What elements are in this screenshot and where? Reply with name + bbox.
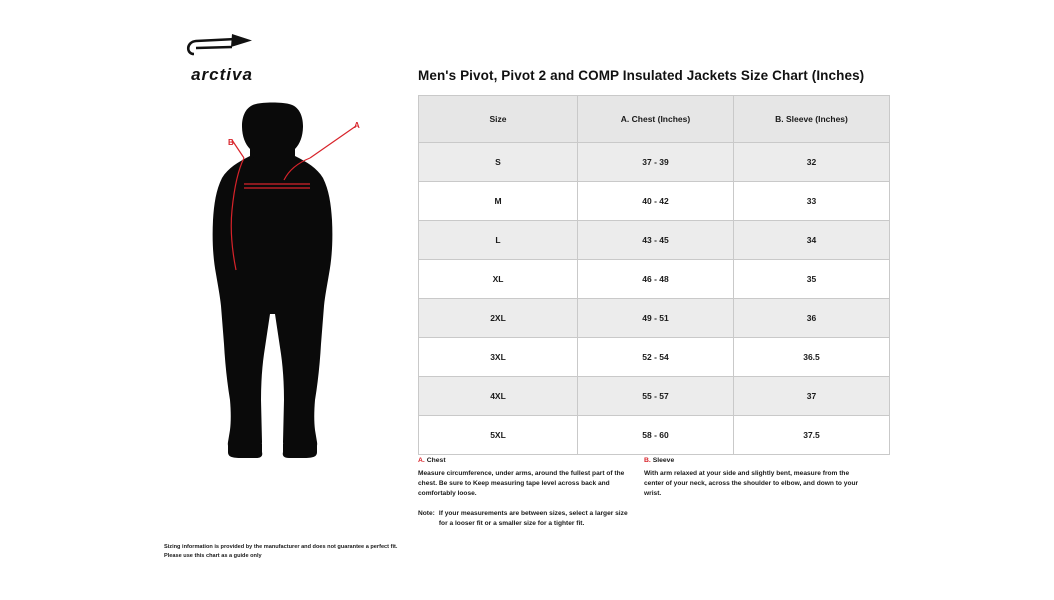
callout-label-a: A — [354, 121, 360, 130]
cell-sleeve: 37.5 — [734, 416, 890, 455]
cell-size: M — [419, 182, 578, 221]
brand-logo — [174, 34, 270, 86]
arctiva-arrow-logo — [182, 34, 258, 64]
table-row — [419, 260, 890, 299]
cell-sleeve: 35 — [734, 260, 890, 299]
cell-size: 4XL — [419, 377, 578, 416]
cell-size: S — [419, 143, 578, 182]
note-text: If your measurements are between sizes, select a larger size for a looser fit or a smaller size for a tighter fit. — [438, 510, 628, 528]
cell-chest: 37 - 39 — [578, 143, 734, 182]
callout-label-b: B — [228, 138, 234, 147]
brand-wordmark: arctiva — [191, 65, 253, 84]
size-chart-table — [418, 95, 890, 455]
cell-size: 5XL — [419, 416, 578, 455]
table-row — [419, 221, 890, 260]
note-sleeve-body: With arm relaxed at your side and slightly bent, measure from the center of your neck, across the shoulder to elbow, and down to your wrist. — [644, 469, 859, 497]
disclaimer-text: Sizing information is provided by the manufacturer and does not guarantee a perfect fit. Please use this chart as a guide only — [164, 544, 398, 559]
table-row — [419, 416, 890, 455]
cell-chest: 55 - 57 — [578, 377, 734, 416]
column-header-sleeve: B. Sleeve (Inches) — [734, 96, 890, 143]
page-title: Men's Pivot, Pivot 2 and COMP Insulated Jackets Size Chart (Inches) — [418, 68, 865, 83]
cell-sleeve: 32 — [734, 143, 890, 182]
cell-chest: 40 - 42 — [578, 182, 734, 221]
cell-size: L — [419, 221, 578, 260]
cell-sleeve: 36 — [734, 299, 890, 338]
note-chest-extra — [418, 509, 628, 529]
note-label: Note: — [418, 510, 435, 518]
table-header-row — [419, 96, 890, 143]
table-row — [419, 338, 890, 377]
table-row — [419, 143, 890, 182]
table-row — [419, 377, 890, 416]
cell-sleeve: 34 — [734, 221, 890, 260]
table-row — [419, 299, 890, 338]
column-header-size: Size — [419, 96, 578, 143]
note-sleeve — [644, 456, 859, 499]
note-chest-letter: A. — [418, 457, 425, 464]
cell-chest: 52 - 54 — [578, 338, 734, 377]
note-chest-heading — [418, 456, 628, 467]
note-sleeve-letter: B. — [644, 457, 651, 464]
note-chest-title: Chest — [426, 457, 446, 464]
cell-chest: 58 - 60 — [578, 416, 734, 455]
note-sleeve-title: Sleeve — [652, 457, 675, 464]
note-chest-body: Measure circumference, under arms, around the fullest part of the chest. Be sure to Keep measuring tape level across back and comfortably loose. — [418, 469, 625, 497]
cell-chest: 46 - 48 — [578, 260, 734, 299]
cell-size: XL — [419, 260, 578, 299]
cell-chest: 49 - 51 — [578, 299, 734, 338]
column-header-chest: A. Chest (Inches) — [578, 96, 734, 143]
note-chest — [418, 456, 628, 530]
table-row — [419, 182, 890, 221]
cell-sleeve: 37 — [734, 377, 890, 416]
cell-sleeve: 33 — [734, 182, 890, 221]
cell-sleeve: 36.5 — [734, 338, 890, 377]
cell-chest: 43 - 45 — [578, 221, 734, 260]
note-sleeve-heading — [644, 456, 859, 467]
cell-size: 2XL — [419, 299, 578, 338]
mannequin-figure — [160, 100, 390, 460]
cell-size: 3XL — [419, 338, 578, 377]
